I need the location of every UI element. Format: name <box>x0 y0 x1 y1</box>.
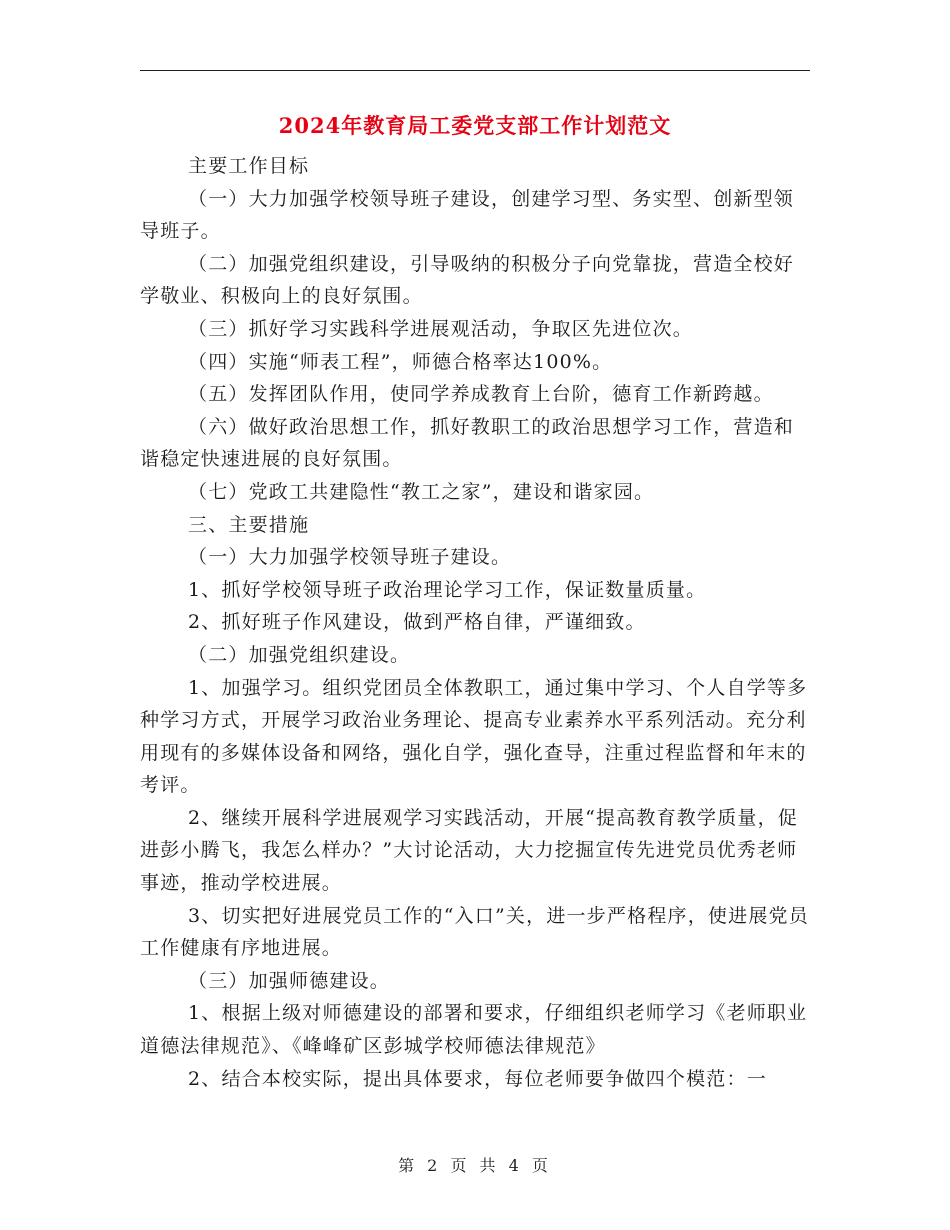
paragraph: 2、继续开展科学进展观学习实践活动，开展“提高教育教学质量，促进彭小腾飞，我怎么样办？”大讨论活动，大力挖掘宣传先进党员优秀老师事迹，推动学校进展。 <box>140 806 799 895</box>
paragraph: （一）大力加强学校领导班子建设，创建学习型、务实型、创新型领导班子。 <box>140 187 795 243</box>
paragraph: （四）实施“师表工程”，师德合格率达100%。 <box>188 350 613 373</box>
paragraph: 1、抓好学校领导班子政治理论学习工作，保证数量质量。 <box>188 578 707 601</box>
paragraph: （七）党政工共建隐性“教工之家”，建设和谐家园。 <box>188 480 655 503</box>
header-rule <box>140 70 810 71</box>
page-number-footer: 第 2 页 共 4 页 <box>398 1156 552 1175</box>
paragraph: （六）做好政治思想工作，抓好教职工的政治思想学习工作，营造和谐稳定快速进展的良好氛围。 <box>140 415 795 471</box>
paragraph: （三）抓好学习实践科学进展观活动，争取区先进位次。 <box>188 317 694 340</box>
paragraph: 2、结合本校实际，提出具体要求，每位老师要争做四个模范：一 <box>188 1067 767 1090</box>
paragraph: （一）大力加强学校领导班子建设。 <box>188 546 512 569</box>
paragraph: （五）发挥团队作用，使同学养成教育上台阶，德育工作新跨越。 <box>188 383 774 406</box>
paragraph: （二）加强党组织建设，引导吸纳的积极分子向党靠拢，营造全校好学敬业、积极向上的良好氛围。 <box>140 252 795 308</box>
paragraph: 3、切实把好进展党员工作的“入口”关，进一步严格程序，使进展党员工作健康有序地进展。 <box>140 904 809 960</box>
section-heading: 三、主要措施 <box>188 513 310 536</box>
paragraph: 1、加强学习。组织党团员全体教职工，通过集中学习、个人自学等多种学习方式，开展学习政治业务理论、提高专业素养水平系列活动。充分利用现有的多媒体设备和网络，强化自学，强化查导，注重过程监督和年末的考评。 <box>140 676 808 797</box>
paragraph: （二）加强党组织建设。 <box>188 643 411 666</box>
paragraph: 2、抓好班子作风建设，做到严格自律，严谨细致。 <box>188 611 646 634</box>
document-body <box>140 150 810 1095</box>
paragraph: （三）加强师德建设。 <box>188 969 391 992</box>
paragraph: 主要工作目标 <box>188 155 310 177</box>
document-title: 2024年教育局工委党支部工作计划范文 <box>278 113 672 138</box>
paragraph: 1、根据上级对师德建设的部署和要求，仔细组织老师学习《老师职业道德法律规范》、《峰峰矿区彭城学校师德法律规范》 <box>140 1002 808 1058</box>
